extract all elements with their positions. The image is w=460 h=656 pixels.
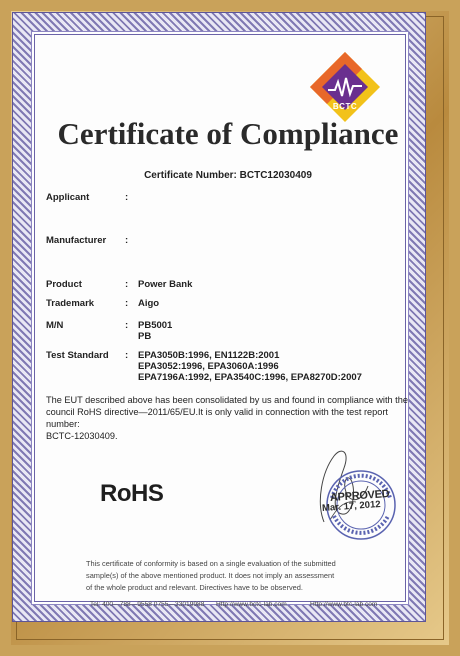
manufacturer-colon: :	[125, 235, 129, 246]
test-standard-line: EPA3052:1996, EPA3060A:1996	[138, 361, 279, 372]
certificate-content	[22, 22, 434, 634]
compliance-statement	[46, 394, 414, 442]
bctc-logo	[308, 50, 382, 124]
contact-url-primary: Http://www.bctc-lab.com	[216, 601, 287, 608]
statement-line: council RoHS directive—2011/65/EU.It is only valid in connection with the test report number:	[46, 407, 388, 429]
certificate-title: Certificate of Compliance	[57, 116, 399, 151]
test-standard-line: EPA3050B:1996, EN1122B:2001	[138, 350, 280, 361]
model-number-line: PB5001	[138, 320, 173, 331]
contact-url-secondary: Http://www.btc-lab.com	[310, 601, 378, 608]
model-number-line: PB	[138, 331, 152, 342]
disclaimer	[86, 558, 406, 594]
test-standard-colon: :	[125, 350, 129, 361]
product-colon: :	[125, 279, 129, 290]
trademark-label: Trademark	[46, 298, 95, 309]
disclaimer-line: This certificate of conformity is based on a single evaluation of the submitted	[86, 559, 336, 568]
test-standard-line: EPA7196A:1992, EPA3540C:1996, EPA8270D:2007	[138, 372, 362, 383]
model-number-colon: :	[125, 320, 129, 331]
applicant-colon: :	[125, 192, 129, 203]
trademark-value: Aigo	[138, 298, 160, 309]
certificate-number: Certificate Number: BCTC12030409	[144, 170, 312, 181]
model-number-label: M/N	[46, 320, 64, 331]
approved-stamp-text: APPROVED	[329, 487, 390, 505]
test-standard-label: Test Standard	[46, 350, 109, 361]
bctc-logo-icon	[308, 50, 382, 124]
logo-text: BCTC	[332, 102, 358, 111]
statement-line: BCTC-12030409.	[46, 431, 118, 441]
manufacturer-label: Manufacturer	[46, 235, 107, 246]
contact-phone: Tel: 400—788—9558 0755—33019988	[90, 601, 205, 608]
approved-date: Mar. 17, 2012	[321, 498, 381, 515]
rohs-mark: RoHS	[100, 480, 164, 507]
trademark-colon: :	[125, 298, 129, 309]
applicant-label: Applicant	[46, 192, 90, 203]
disclaimer-line: of the whole product and relevant. Directives have to be observed.	[86, 583, 303, 592]
model-number-value	[138, 320, 172, 342]
statement-line: The EUT described above has been consolidated by us and found in compliance with the	[46, 395, 408, 405]
test-standard-value	[138, 350, 362, 383]
product-label: Product	[46, 279, 82, 290]
product-value: Power Bank	[138, 279, 193, 290]
disclaimer-line: sample(s) of the above mentioned product. It does not imply an assessment	[86, 571, 335, 580]
